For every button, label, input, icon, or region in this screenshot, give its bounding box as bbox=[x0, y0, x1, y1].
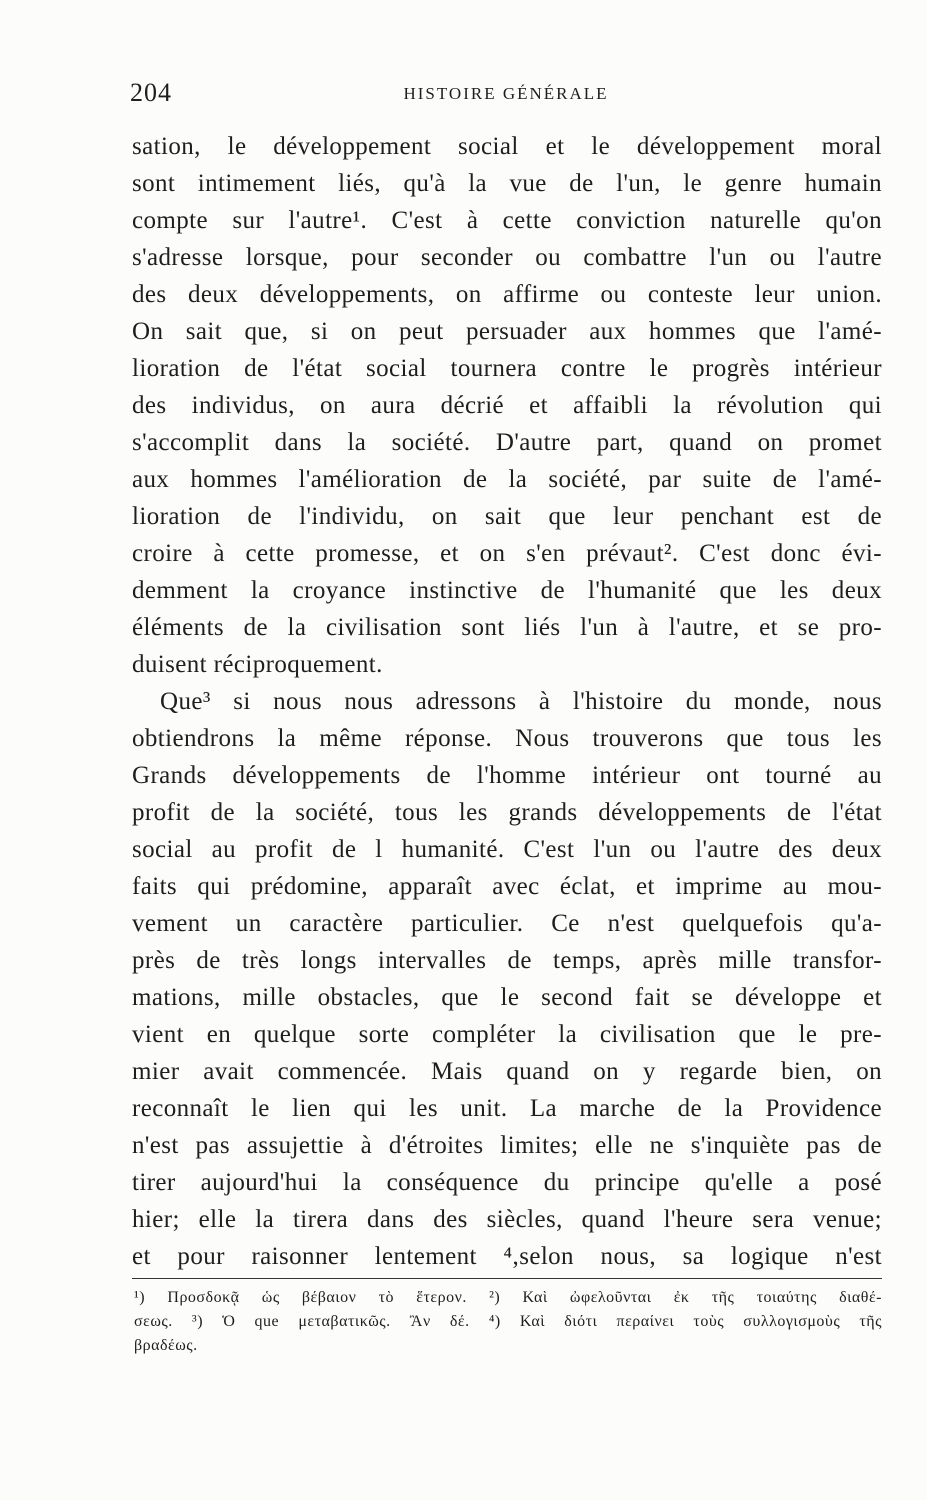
text-line: mations, mille obstacles, que le second fait se développe et bbox=[132, 984, 882, 1011]
text-line: demment la croyance instinctive de l'humanité que les deux bbox=[132, 577, 882, 604]
text-line: n'est pas assujettie à d'étroites limites; elle ne s'inquiète pas de bbox=[132, 1132, 882, 1159]
footnote-divider bbox=[132, 1278, 882, 1279]
page-number: 204 bbox=[130, 78, 172, 107]
text-line: vient en quelque sorte compléter la civilisation que le pre- bbox=[132, 1021, 882, 1048]
text-line: sation, le développement social et le développement moral bbox=[132, 133, 882, 160]
text-line: obtiendrons la même réponse. Nous trouverons que tous les bbox=[132, 725, 882, 752]
text-line: s'accomplit dans la société. D'autre part, quand on promet bbox=[132, 429, 882, 456]
text-line: compte sur l'autre¹. C'est à cette conviction naturelle qu'on bbox=[132, 207, 882, 234]
footnote-line: σεως. ³) Ὁ que μεταβατικῶς. Ἂν δέ. ⁴) Καὶ διότι περαίνει τοὺς συλλογισμοὺς τῆς bbox=[134, 1313, 882, 1330]
text-line: s'adresse lorsque, pour seconder ou combattre l'un ou l'autre bbox=[132, 244, 882, 271]
text-line: et pour raisonner lentement ⁴,selon nous, sa logique n'est bbox=[132, 1243, 882, 1270]
text-line: faits qui prédomine, apparaît avec éclat, et imprime au mou- bbox=[132, 873, 882, 900]
text-line: On sait que, si on peut persuader aux hommes que l'amé- bbox=[132, 318, 882, 345]
footnotes bbox=[134, 1286, 882, 1358]
text-line: reconnaît le lien qui les unit. La marche de la Providence bbox=[132, 1095, 882, 1122]
text-line: social au profit de l humanité. C'est l'un ou l'autre des deux bbox=[132, 836, 882, 863]
text-line: duisent réciproquement. bbox=[132, 651, 383, 678]
body-text bbox=[132, 128, 882, 1275]
page-header bbox=[130, 78, 882, 110]
text-line: croire à cette promesse, et on s'en prévaut². C'est donc évi- bbox=[132, 540, 882, 567]
text-line: lioration de l'état social tournera contre le progrès intérieur bbox=[132, 355, 882, 382]
text-line: des individus, on aura décrié et affaibli la révolution qui bbox=[132, 392, 882, 419]
text-line: Grands développements de l'homme intérieur ont tourné au bbox=[132, 762, 882, 789]
text-line: hier; elle la tirera dans des siècles, quand l'heure sera venue; bbox=[132, 1206, 882, 1233]
text-line: sont intimement liés, qu'à la vue de l'un, le genre humain bbox=[132, 170, 882, 197]
footnote-line: βραδέως. bbox=[134, 1337, 198, 1354]
text-line: lioration de l'individu, on sait que leur penchant est de bbox=[132, 503, 882, 530]
text-line: aux hommes l'amélioration de la société, par suite de l'amé- bbox=[132, 466, 882, 493]
text-line: mier avait commencée. Mais quand on y regarde bien, on bbox=[132, 1058, 882, 1085]
running-title: HISTOIRE GÉNÉRALE bbox=[403, 84, 609, 103]
text-line: profit de la société, tous les grands développements de l'état bbox=[132, 799, 882, 826]
text-line: éléments de la civilisation sont liés l'un à l'autre, et se pro- bbox=[132, 614, 882, 641]
footnote-line: ¹) Προσδοκᾷ ὡς βέβαιον τὸ ἕτερον. ²) Καὶ ὠφελοῦνται ἐκ τῆς τοιαύτης διαθέ- bbox=[134, 1289, 882, 1306]
text-line: vement un caractère particulier. Ce n'est quelquefois qu'a- bbox=[132, 910, 882, 937]
text-line: près de très longs intervalles de temps, après mille transfor- bbox=[132, 947, 882, 974]
text-line: des deux développements, on affirme ou conteste leur union. bbox=[132, 281, 882, 308]
text-line: tirer aujourd'hui la conséquence du principe qu'elle a posé bbox=[132, 1169, 882, 1196]
text-line: Que³ si nous nous adressons à l'histoire du monde, nous bbox=[160, 688, 882, 715]
